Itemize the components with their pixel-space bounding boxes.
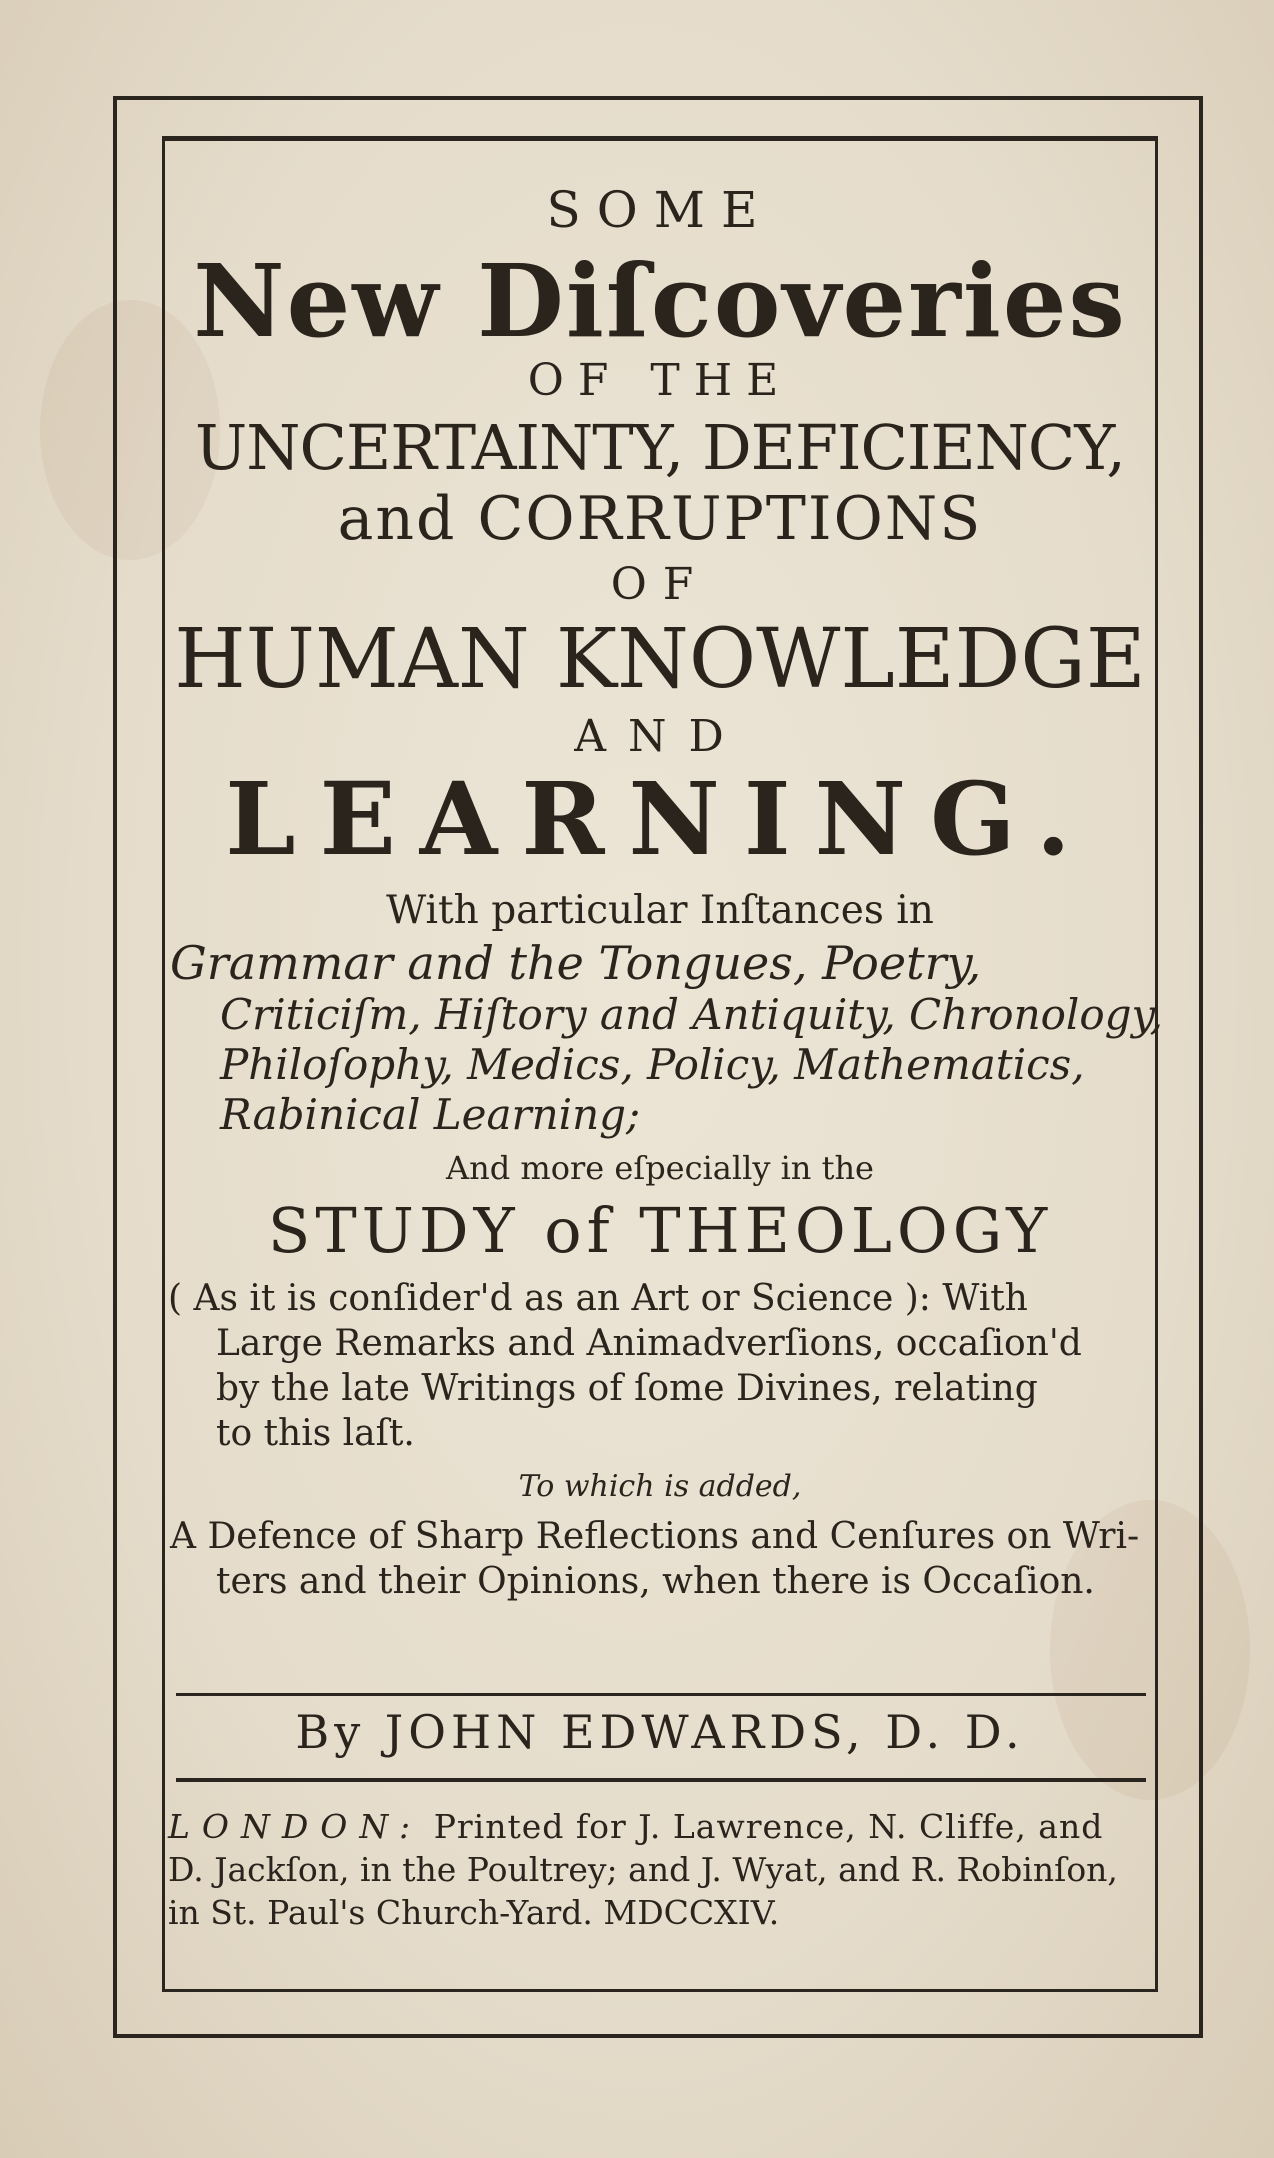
to-which-added: To which is added, [518, 1469, 802, 1504]
instances-line-3: Philoſophy, Medics, Policy, Mathematics, [220, 1040, 1085, 1089]
imprint-printers: Printed for J. Lawrence, N. Cliffe, and [433, 1807, 1104, 1846]
author-line: By JOHN EDWARDS, D. D. [295, 1705, 1025, 1759]
title-uncertainty: UNCERTAINTY, DEFICIENCY, [195, 411, 1125, 484]
title-human-knowledge: HUMAN KNOWLEDGE [174, 612, 1146, 707]
author-rule-bottom [176, 1778, 1146, 1782]
imprint-line-1 [168, 1806, 1132, 1849]
instances-line-2: Criticiſm, Hiſtory and Antiquity, Chronology, [220, 990, 1164, 1039]
instances-line-1: Grammar and the Tongues, Poetry, [170, 936, 982, 990]
remarks-line-3: by the late Writings of ſome Divines, relating [216, 1368, 1038, 1409]
defence-line-1: A Defence of Sharp Reflections and Cenſures on Wri- [170, 1516, 1140, 1557]
especially-line: And more eſpecially in the [446, 1149, 874, 1187]
author-rule-top [176, 1693, 1146, 1696]
imprint [168, 1806, 1132, 1935]
title-corruptions: and CORRUPTIONS [337, 484, 983, 554]
instances-intro: With particular Inſtances in [386, 888, 934, 933]
imprint-city: LONDON: [168, 1807, 423, 1846]
title-main: New Diſcoveries [193, 242, 1127, 360]
remarks-line-2: Large Remarks and Animadverſions, occaſion'd [216, 1323, 1082, 1364]
instances-line-4: Rabinical Learning; [220, 1090, 641, 1139]
defence-line-2: ters and their Opinions, when there is Occaſion. [216, 1561, 1095, 1602]
title-some: SOME [546, 181, 774, 239]
remarks-line-1: ( As it is conſider'd as an Art or Science ): With [168, 1278, 1028, 1319]
title-and: AND [574, 711, 746, 762]
title-learning: LEARNING. [225, 760, 1095, 878]
title-block [168, 181, 1164, 1604]
imprint-line-2: D. Jackſon, in the Poultrey; and J. Wyat, and R. Robinſon, [168, 1849, 1118, 1889]
remarks-line-4: to this laſt. [216, 1413, 415, 1454]
title-of-the: OF THE [527, 355, 793, 406]
study-of-theology: STUDY of THEOLOGY [267, 1194, 1053, 1267]
imprint-line-3: in St. Paul's Church-Yard. MDCCXIV. [168, 1892, 780, 1932]
title-of: OF [610, 559, 710, 610]
